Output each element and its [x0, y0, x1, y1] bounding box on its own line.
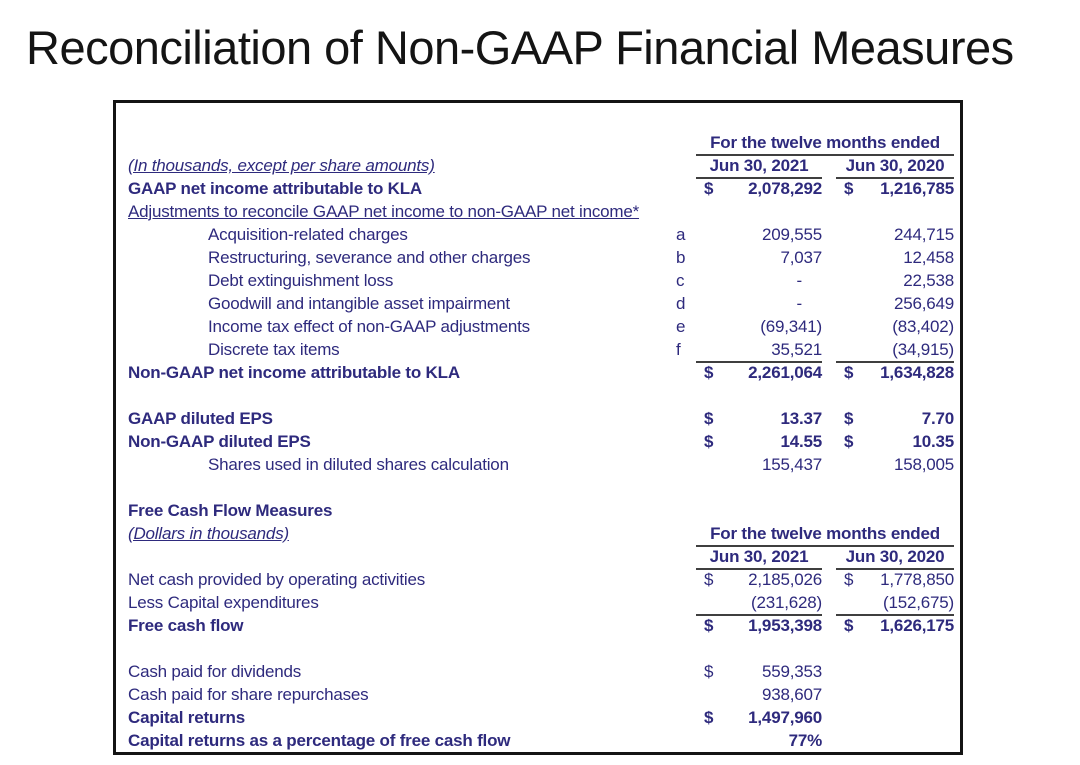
page-title: Reconciliation of Non-GAAP Financial Measures: [26, 21, 1014, 74]
dollar-sign: $: [704, 432, 714, 451]
row-label: Goodwill and intangible asset impairment: [208, 294, 510, 313]
value-2021: 7,037: [780, 248, 822, 267]
row-label: GAAP net income attributable to KLA: [128, 179, 422, 198]
dollar-sign: $: [844, 570, 854, 589]
row-label: Income tax effect of non-GAAP adjustments: [208, 317, 530, 336]
value-2021: (69,341): [760, 317, 822, 336]
table-row-capital-returns-pct: [128, 729, 954, 752]
table-row-adjustments-header: [128, 200, 954, 223]
table-row-adjustment-f: [128, 338, 954, 361]
dollar-sign: $: [844, 409, 854, 428]
dollar-sign: $: [704, 409, 714, 428]
value-2021: 35,521: [696, 338, 822, 363]
dollar-sign: $: [844, 432, 854, 451]
value-2021: -: [796, 271, 802, 290]
value-2020: (152,675): [836, 591, 954, 616]
value-2021: 77%: [788, 731, 822, 750]
table-row-diluted-shares: [128, 453, 954, 476]
value-2020: $ 1,634,828: [836, 361, 954, 384]
value-2020: $ 10.35: [836, 430, 954, 453]
table-row-non-gaap-diluted-eps: [128, 430, 954, 453]
row-label: Adjustments to reconcile GAAP net income to non-GAAP net income*: [128, 202, 640, 221]
table-row-adjustment-d: [128, 292, 954, 315]
dollar-sign: $: [704, 179, 714, 198]
value-2021: $ 559,353: [696, 660, 822, 683]
row-label: Non-GAAP net income attributable to KLA: [128, 363, 460, 382]
row-label: Cash paid for share repurchases: [128, 685, 369, 704]
table-row-adjustment-a: [128, 223, 954, 246]
column-header-2021: Jun 30, 2021: [696, 154, 822, 179]
value-2020: 12,458: [903, 248, 954, 267]
row-label: Net cash provided by operating activities: [128, 570, 426, 589]
table-row-gaap-net-income: [128, 177, 954, 200]
row-label: Capital returns as a percentage of free cash flow: [128, 731, 511, 750]
value-2020: 22,538: [903, 271, 954, 290]
note-letter: f: [676, 340, 681, 359]
table-row-dividends: [128, 660, 954, 683]
value-2020: 244,715: [893, 225, 954, 244]
value-2021: 938,607: [761, 685, 822, 704]
row-label: Restructuring, severance and other charges: [208, 248, 531, 267]
value-2020: $ 1,626,175: [836, 614, 954, 637]
dollar-sign: $: [704, 616, 714, 635]
value-2021: (231,628): [696, 591, 822, 616]
table-row-adjustment-b: [128, 246, 954, 269]
empty-cell: [128, 131, 672, 156]
reconciliation-table: [113, 100, 963, 755]
period-header: For the twelve months ended: [696, 131, 954, 156]
value-2021: $ 1,497,960: [696, 706, 822, 729]
table-caption: (Dollars in thousands): [128, 524, 289, 543]
column-header-2020: Jun 30, 2020: [836, 545, 954, 570]
value-2021: $ 2,078,292: [696, 177, 822, 200]
dollar-sign: $: [704, 570, 714, 589]
table-row-fcf-section-title: [128, 499, 954, 522]
period-header-row: [128, 131, 954, 154]
table-row-non-gaap-net-income: [128, 361, 954, 384]
row-label: GAAP diluted EPS: [128, 409, 273, 428]
table-row-gaap-diluted-eps: [128, 407, 954, 430]
row-label: Non-GAAP diluted EPS: [128, 432, 311, 451]
note-letter: a: [676, 225, 686, 244]
value-2021: $ 1,953,398: [696, 614, 822, 637]
dollar-sign: $: [844, 363, 854, 382]
column-header-2020: Jun 30, 2020: [836, 154, 954, 179]
table-row-capital-returns: [128, 706, 954, 729]
table-row-share-repurchases: [128, 683, 954, 706]
row-label: Less Capital expenditures: [128, 593, 319, 612]
dollar-sign: $: [704, 662, 714, 681]
table-row-adjustment-e: [128, 315, 954, 338]
value-2020: (34,915): [836, 338, 954, 363]
empty-cell: [128, 545, 672, 570]
value-2020: (83,402): [892, 317, 954, 336]
column-header-row: [128, 154, 954, 177]
value-2021: $ 2,261,064: [696, 361, 822, 384]
row-label: Acquisition-related charges: [208, 225, 408, 244]
column-header-2021: Jun 30, 2021: [696, 545, 822, 570]
dollar-sign: $: [844, 616, 854, 635]
note-letter: c: [676, 271, 685, 290]
note-letter: b: [676, 248, 686, 267]
dollar-sign: $: [704, 708, 714, 727]
dollar-sign: $: [704, 363, 714, 382]
value-2021: $ 14.55: [696, 430, 822, 453]
value-2020: $ 7.70: [836, 407, 954, 430]
spacer-row: [128, 637, 954, 660]
note-letter: d: [676, 294, 686, 313]
row-label: Cash paid for dividends: [128, 662, 302, 681]
value-2021: -: [796, 294, 802, 313]
value-2021: 209,555: [761, 225, 822, 244]
row-label: Discrete tax items: [208, 340, 340, 359]
row-label: Debt extinguishment loss: [208, 271, 394, 290]
table-row-operating-cash-flow: [128, 568, 954, 591]
value-2021: $ 13.37: [696, 407, 822, 430]
table-row-adjustment-c: [128, 269, 954, 292]
fcf-period-header-row: [128, 522, 954, 545]
note-letter: e: [676, 317, 686, 336]
value-2020: $ 1,216,785: [836, 177, 954, 200]
value-2020: 256,649: [893, 294, 954, 313]
table-caption: (In thousands, except per share amounts): [128, 156, 435, 175]
spacer-row: [128, 384, 954, 407]
period-header: For the twelve months ended: [696, 522, 954, 547]
row-label: Capital returns: [128, 708, 245, 727]
section-title: Free Cash Flow Measures: [128, 501, 333, 520]
value-2020: $ 1,778,850: [836, 568, 954, 591]
row-label: Shares used in diluted shares calculation: [208, 455, 509, 474]
value-2021: $ 2,185,026: [696, 568, 822, 591]
row-label: Free cash flow: [128, 616, 244, 635]
value-2020: 158,005: [893, 455, 954, 474]
value-2021: 155,437: [761, 455, 822, 474]
fcf-column-header-row: [128, 545, 954, 568]
spacer-row: [128, 476, 954, 499]
table-row-capital-expenditures: [128, 591, 954, 614]
dollar-sign: $: [844, 179, 854, 198]
table-row-free-cash-flow: [128, 614, 954, 637]
